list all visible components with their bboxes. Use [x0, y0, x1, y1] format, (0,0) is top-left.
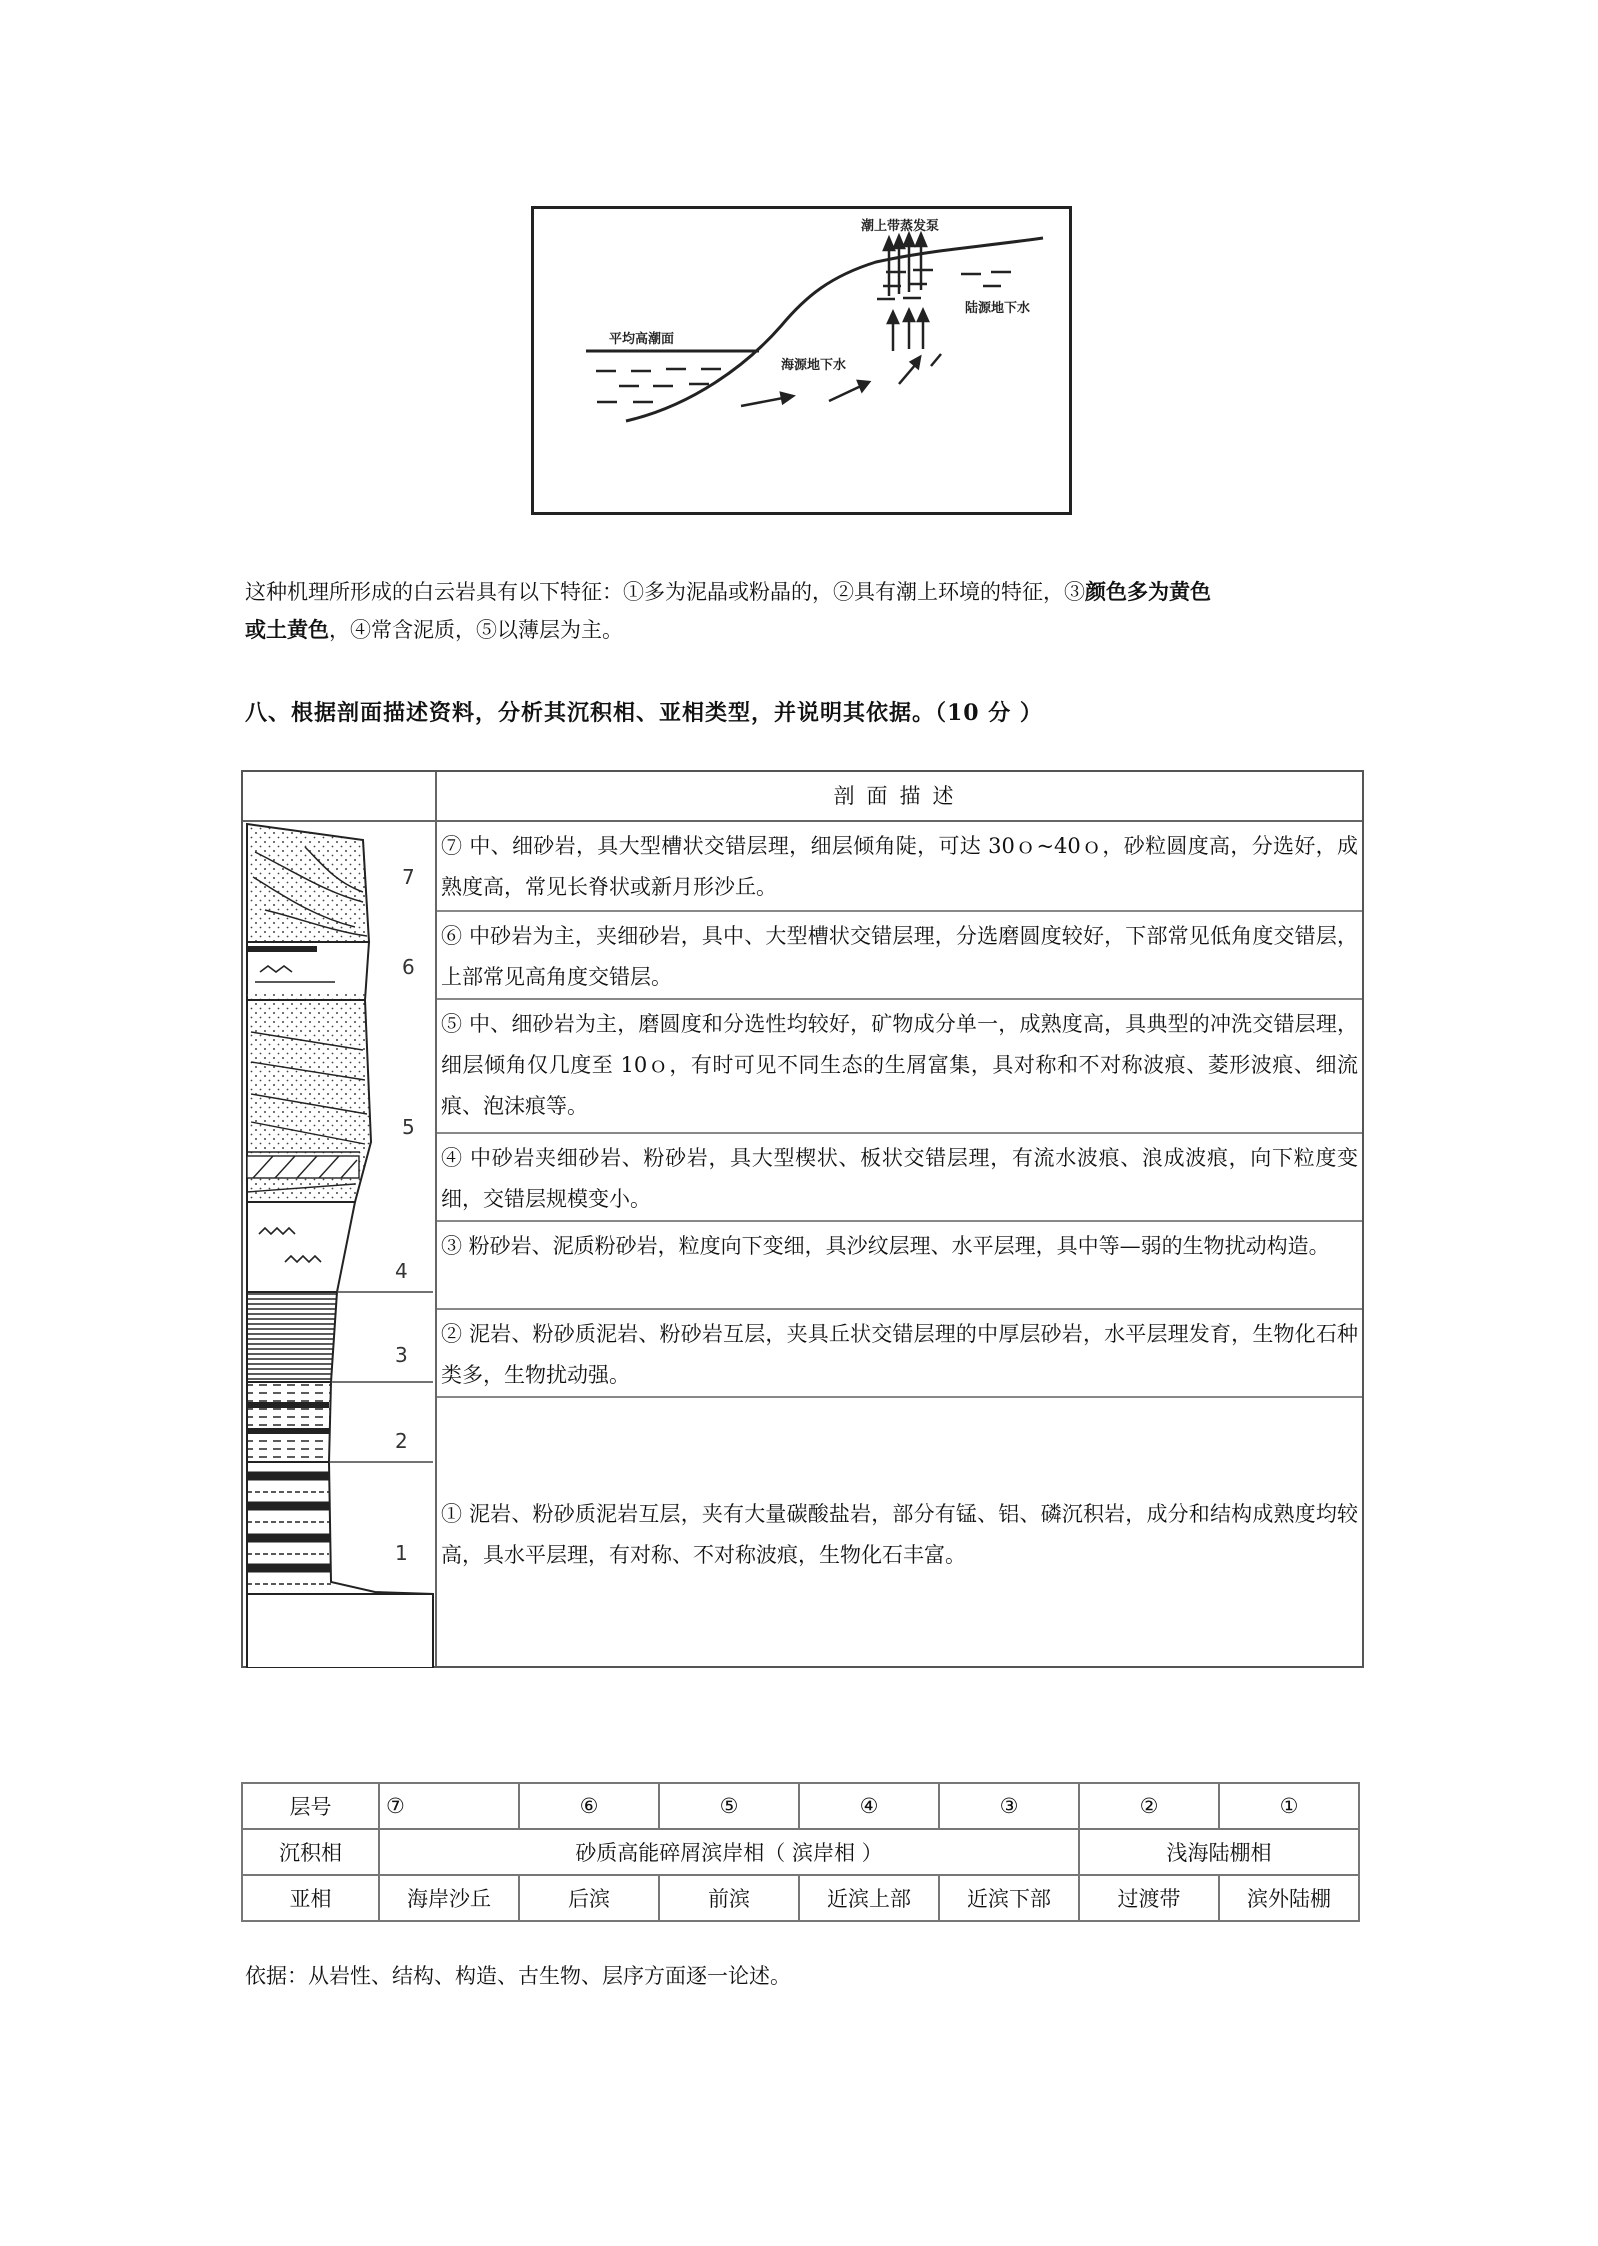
layer-cell-3: ③	[939, 1783, 1079, 1829]
evaporation-pump-diagram	[531, 206, 1072, 515]
layer-cell-4: ④	[799, 1783, 939, 1829]
subfacies-cell-3: 近滨下部	[939, 1875, 1079, 1921]
profile-row-6: ⑥ 中砂岩为主，夹细砂岩，具中、大型槽状交错层理，分选磨圆度较好，下部常见低角度交错层，上部常见高角度交错层。	[437, 910, 1362, 998]
paragraph-bold-1: 颜色多为黄色	[1085, 579, 1211, 604]
profile-row-4: ④ 中砂岩夹细砂岩、粉砂岩，具大型楔状、板状交错层理，有流水波痕、浪成波痕，向下粒度变细，交错层规模变小。	[437, 1132, 1362, 1220]
profile-row-1	[437, 1396, 1362, 1668]
basis-text: 依据：从岩性、结构、构造、古生物、层序方面逐一论述。	[245, 1964, 791, 1988]
marine-groundwater-label: 海源地下水	[781, 358, 847, 373]
layer-label-3: 3	[395, 1343, 408, 1367]
facies-table	[241, 1782, 1360, 1922]
section-heading: 八、根据剖面描述资料，分析其沉积相、亚相类型，并说明其依据。（10 分 ）	[245, 700, 1043, 726]
facies-row-layer	[242, 1783, 1359, 1829]
layer-label-4: 4	[395, 1259, 408, 1283]
row-label-facies: 沉积相	[242, 1829, 379, 1875]
layer-label-6: 6	[402, 955, 415, 979]
dolomite-features-paragraph	[245, 573, 1365, 649]
layer-cell-1: ①	[1219, 1783, 1359, 1829]
facies-row-subfacies	[242, 1875, 1359, 1921]
paragraph-text-1: 这种机理所形成的白云岩具有以下特征：①多为泥晶或粉晶的，②具有潮上环境的特征，③	[245, 580, 1085, 604]
stratigraphic-column	[245, 822, 435, 1668]
row-label-layer: 层号	[242, 1783, 379, 1829]
facies-row-facies	[242, 1829, 1359, 1875]
layer-cell-7: ⑦	[379, 1783, 519, 1829]
supratidal-pump-label: 潮上带蒸发泵	[861, 219, 940, 234]
profile-row-5: ⑤ 中、细砂岩为主，磨圆度和分选性均较好，矿物成分单一，成熟度高，具典型的冲洗交错层理，细层倾角仅几度至 10ｏ，有时可见不同生态的生屑富集，具对称和不对称波痕、菱形波痕、细流痕、泡沫痕等。	[437, 998, 1362, 1132]
subfacies-cell-6: 后滨	[519, 1875, 659, 1921]
layer-cell-2: ②	[1079, 1783, 1219, 1829]
subfacies-cell-2: 过渡带	[1079, 1875, 1219, 1921]
subfacies-cell-1: 滨外陆棚	[1219, 1875, 1359, 1921]
subfacies-cell-5: 前滨	[659, 1875, 799, 1921]
paragraph-bold-2: 或土黄色	[245, 617, 329, 642]
layer-label-7: 7	[402, 865, 415, 889]
profile-row-7: ⑦ 中、细砂岩，具大型槽状交错层理，细层倾角陡，可达 30ｏ~40ｏ，砂粒圆度高，分选好，成熟度高，常见长脊状或新月形沙丘。	[441, 834, 1358, 899]
continental-groundwater-label: 陆源地下水	[965, 301, 1031, 316]
layer-label-1: 1	[395, 1541, 408, 1565]
subfacies-cell-7: 海岸沙丘	[379, 1875, 519, 1921]
profile-header: 剖面描述	[833, 784, 966, 808]
layer-label-5: 5	[402, 1115, 415, 1139]
profile-row-2: ② 泥岩、粉砂质泥岩、粉砂岩互层，夹具丘状交错层理的中厚层砂岩，水平层理发育，生物化石种类多，生物扰动强。	[437, 1308, 1362, 1396]
profile-row-3: ③ 粉砂岩、泥质粉砂岩，粒度向下变细，具沙纹层理、水平层理，具中等—弱的生物扰动构造。	[437, 1220, 1362, 1308]
layer-cell-5: ⑤	[659, 1783, 799, 1829]
paragraph-text-2: ，④常含泥质，⑤以薄层为主。	[329, 618, 623, 642]
profile-row-1-text: ① 泥岩、粉砂质泥岩互层，夹有大量碳酸盐岩，部分有锰、铝、磷沉积岩，成分和结构成熟度均较高，具水平层理，有对称、不对称波痕，生物化石丰富。	[441, 1502, 1358, 1567]
subfacies-cell-4: 近滨上部	[799, 1875, 939, 1921]
facies-shelf-cell: 浅海陆棚相	[1079, 1829, 1359, 1875]
profile-description-table	[241, 770, 1364, 1668]
facies-coastal-cell: 砂质高能碎屑滨岸相（ 滨岸相 ）	[379, 1829, 1079, 1875]
mean-high-tide-label: 平均高潮面	[609, 332, 675, 347]
layer-cell-6: ⑥	[519, 1783, 659, 1829]
layer-label-2: 2	[395, 1429, 408, 1453]
row-label-subfacies: 亚相	[242, 1875, 379, 1921]
